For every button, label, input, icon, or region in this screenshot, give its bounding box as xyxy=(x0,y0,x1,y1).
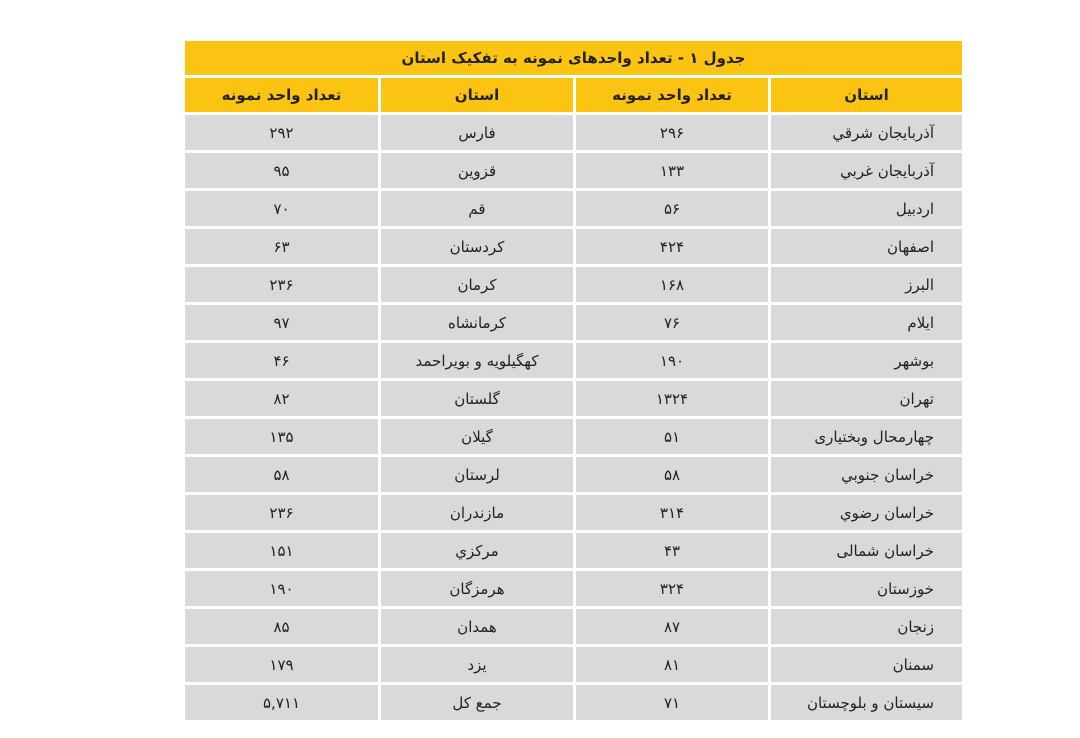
cell-province: خراسان جنوبي xyxy=(771,457,962,492)
cell-sample-count: ۱۳۲۴ xyxy=(576,381,768,416)
cell-sample-count: ۸۷ xyxy=(576,609,768,644)
cell-province: کهگیلویه و بویراحمد xyxy=(381,343,573,378)
cell-sample-count: ۳۲۴ xyxy=(576,571,768,606)
cell-sample-count: ۱۵۱ xyxy=(185,533,378,568)
cell-province: خراسان شمالی xyxy=(771,533,962,568)
cell-sample-count: ۳۱۴ xyxy=(576,495,768,530)
cell-province: گلستان xyxy=(381,381,573,416)
cell-province: قم xyxy=(381,191,573,226)
cell-sample-count: ۵۱ xyxy=(576,419,768,454)
table-row xyxy=(185,647,962,682)
cell-province: سمنان xyxy=(771,647,962,682)
cell-sample-count: ۶۳ xyxy=(185,229,378,264)
table-row xyxy=(185,115,962,150)
cell-sample-count: ۱۷۹ xyxy=(185,647,378,682)
header-sample-count: تعداد واحد نمونه xyxy=(185,78,378,112)
cell-sample-count: ۷۱ xyxy=(576,685,768,720)
cell-province: خوزستان xyxy=(771,571,962,606)
table-row xyxy=(185,685,962,720)
table-row xyxy=(185,533,962,568)
cell-sample-count: ۲۹۲ xyxy=(185,115,378,150)
table-row xyxy=(185,495,962,530)
table-row xyxy=(185,381,962,416)
cell-sample-count: ۱۹۰ xyxy=(576,343,768,378)
cell-province: گيلان xyxy=(381,419,573,454)
cell-province: یزد xyxy=(381,647,573,682)
cell-sample-count: ۸۲ xyxy=(185,381,378,416)
cell-sample-count: ۱۳۵ xyxy=(185,419,378,454)
cell-province: اصفهان xyxy=(771,229,962,264)
table-row xyxy=(185,229,962,264)
cell-province: کرمان xyxy=(381,267,573,302)
table-row xyxy=(185,153,962,188)
header-row xyxy=(185,78,962,112)
province-sample-table xyxy=(185,41,962,723)
header-province: استان xyxy=(381,78,573,112)
cell-province: سیستان و بلوچستان xyxy=(771,685,962,720)
cell-sample-count: ۸۵ xyxy=(185,609,378,644)
cell-sample-count: ۱۳۳ xyxy=(576,153,768,188)
cell-sample-count: ۹۷ xyxy=(185,305,378,340)
cell-province: زنجان xyxy=(771,609,962,644)
header-sample-count: تعداد واحد نمونه xyxy=(576,78,768,112)
cell-province: مرکزي xyxy=(381,533,573,568)
table-row xyxy=(185,343,962,378)
table-row xyxy=(185,305,962,340)
cell-sample-count: ۴۶ xyxy=(185,343,378,378)
cell-sample-count: ۵۸ xyxy=(576,457,768,492)
table-row xyxy=(185,419,962,454)
cell-sample-count: ۵,۷۱۱ xyxy=(185,685,378,720)
cell-province: همدان xyxy=(381,609,573,644)
cell-sample-count: ۱۶۸ xyxy=(576,267,768,302)
cell-province: آذربایجان غربي xyxy=(771,153,962,188)
cell-sample-count: ۵۸ xyxy=(185,457,378,492)
cell-province: خراسان رضوي xyxy=(771,495,962,530)
table-caption: جدول ۱ - تعداد واحدهای نمونه به تفکیک استان xyxy=(185,41,962,78)
cell-sample-count: ۷۰ xyxy=(185,191,378,226)
cell-sample-count: ۷۶ xyxy=(576,305,768,340)
cell-province: کردستان xyxy=(381,229,573,264)
cell-sample-count: ۴۲۴ xyxy=(576,229,768,264)
table-row xyxy=(185,267,962,302)
table-row xyxy=(185,191,962,226)
cell-province: تهران xyxy=(771,381,962,416)
cell-sample-count: ۴۳ xyxy=(576,533,768,568)
cell-province: البرز xyxy=(771,267,962,302)
cell-province: کرمانشاه xyxy=(381,305,573,340)
cell-sample-count: ۵۶ xyxy=(576,191,768,226)
cell-province: جمع کل xyxy=(381,685,573,720)
cell-province: ايلام xyxy=(771,305,962,340)
cell-sample-count: ۹۵ xyxy=(185,153,378,188)
cell-province: اردبيل xyxy=(771,191,962,226)
cell-province: چهارمحال وبختیاری xyxy=(771,419,962,454)
cell-sample-count: ۸۱ xyxy=(576,647,768,682)
cell-sample-count: ۲۳۶ xyxy=(185,267,378,302)
table-row xyxy=(185,609,962,644)
cell-province: مازندران xyxy=(381,495,573,530)
cell-sample-count: ۱۹۰ xyxy=(185,571,378,606)
cell-province: فارس xyxy=(381,115,573,150)
cell-sample-count: ۲۹۶ xyxy=(576,115,768,150)
table-row xyxy=(185,457,962,492)
cell-province: لرستان xyxy=(381,457,573,492)
cell-province: آذربایجان شرقي xyxy=(771,115,962,150)
table-row xyxy=(185,571,962,606)
cell-sample-count: ۲۳۶ xyxy=(185,495,378,530)
cell-province: هرمزگان xyxy=(381,571,573,606)
data-table xyxy=(182,75,965,723)
cell-province: بوشهر xyxy=(771,343,962,378)
cell-province: قزوین xyxy=(381,153,573,188)
header-province: استان xyxy=(771,78,962,112)
